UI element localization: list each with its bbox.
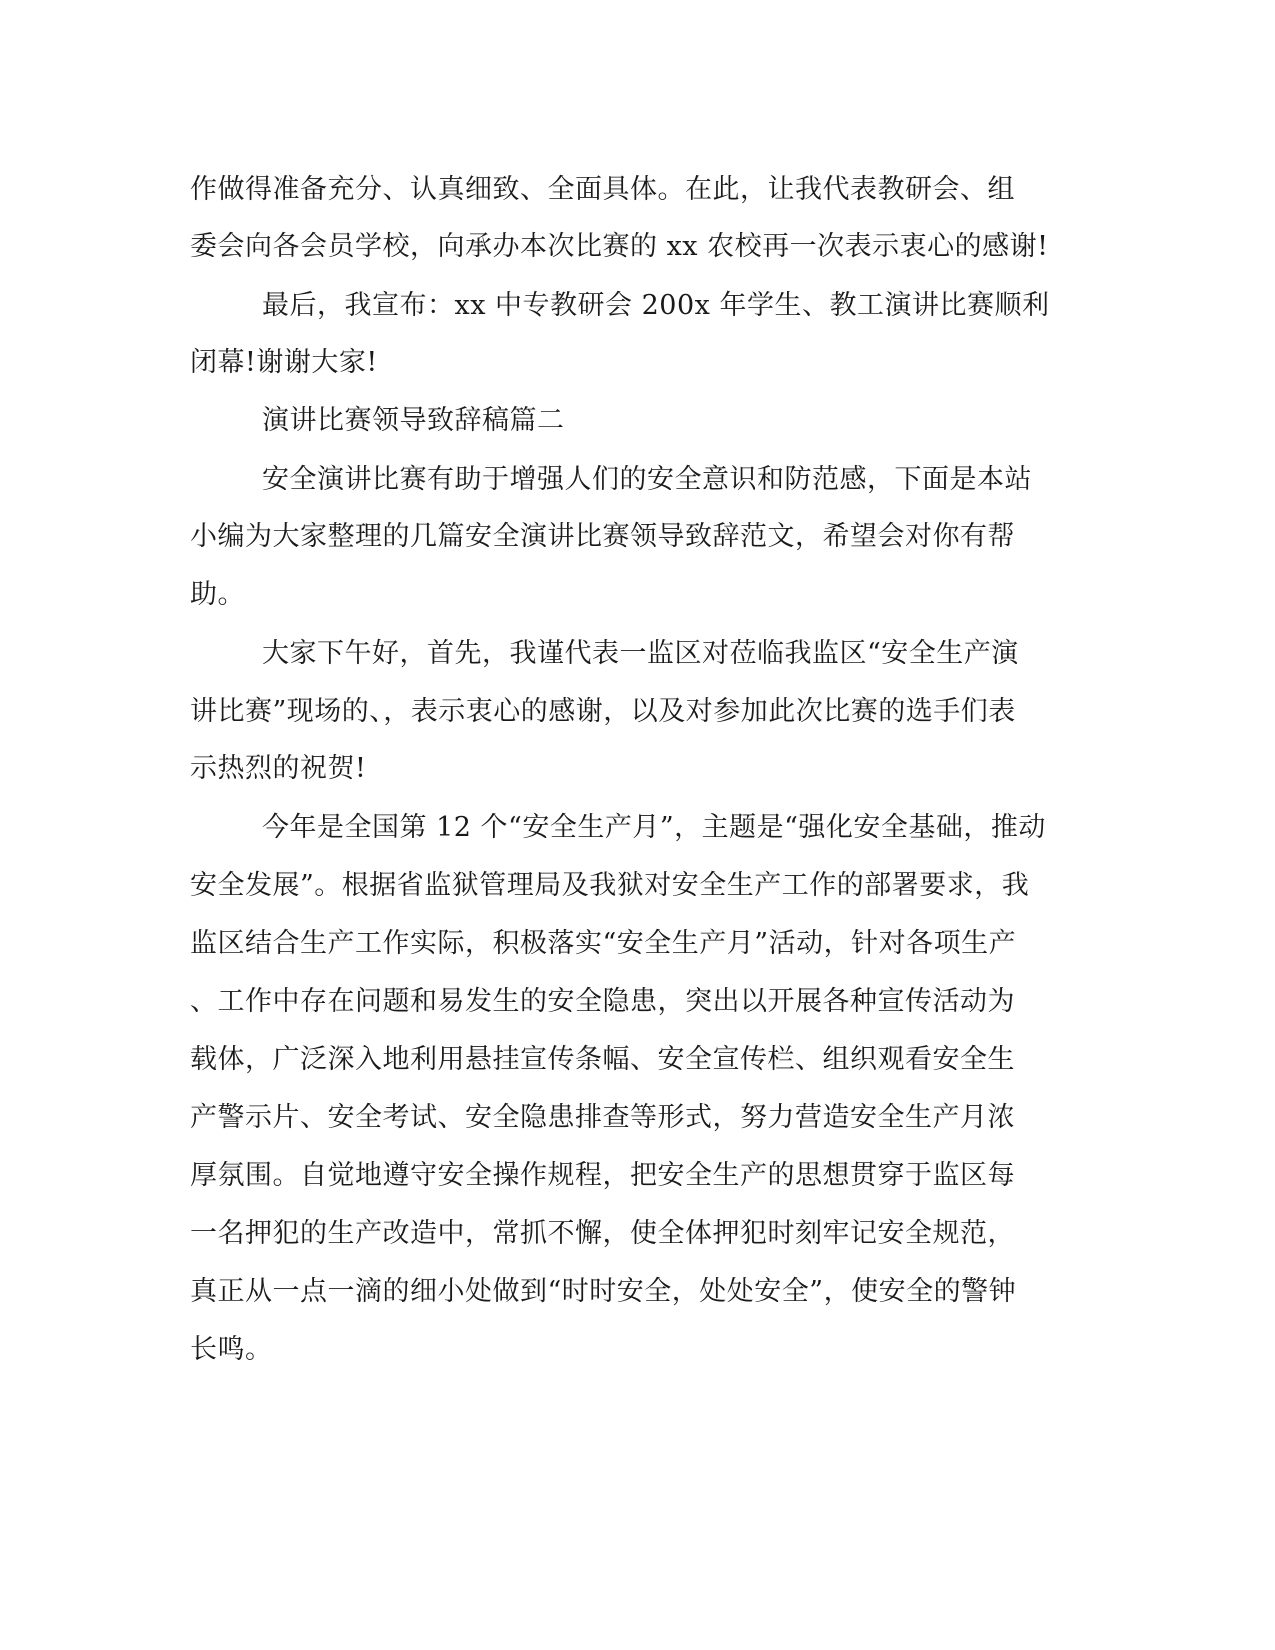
- text-line-13: 安全发展”。根据省监狱管理局及我狱对安全生产工作的部署要求，我: [190, 870, 1030, 901]
- text-line-19: 一名押犯的生产改造中，常抓不懈，使全体押犯时刻牢记安全规范，: [190, 1218, 1015, 1249]
- text-line-4: 闭幕!谢谢大家!: [190, 347, 378, 378]
- text-line-17: 产警示片、安全考试、安全隐患排查等形式，努力营造安全生产月浓: [190, 1102, 1015, 1133]
- text-line-16: 载体，广泛深入地利用悬挂宣传条幅、安全宣传栏、组织观看安全生: [190, 1044, 1015, 1075]
- text-line-6: 安全演讲比赛有助于增强人们的安全意识和防范感，下面是本站: [262, 464, 1032, 495]
- text-line-2: 委会向各会员学校，向承办本次比赛的 xx 农校再一次表示衷心的感谢!: [190, 231, 1049, 262]
- text-line-8: 助。: [190, 579, 245, 610]
- text-line-20: 真正从一点一滴的细小处做到“时时安全，处处安全”，使安全的警钟: [190, 1276, 1017, 1307]
- text-line-7: 小编为大家整理的几篇安全演讲比赛领导致辞范文，希望会对你有帮: [190, 521, 1015, 552]
- text-line-11: 示热烈的祝贺!: [190, 753, 367, 784]
- text-line-18: 厚氛围。自觉地遵守安全操作规程，把安全生产的思想贯穿于监区每: [190, 1160, 1015, 1191]
- section-heading: 演讲比赛领导致辞稿篇二: [262, 405, 565, 436]
- text-line-14: 监区结合生产工作实际，积极落实“安全生产月”活动，针对各项生产: [190, 928, 1017, 959]
- text-line-21: 长鸣。: [190, 1334, 273, 1365]
- text-line-3: 最后，我宣布：xx 中专教研会 200x 年学生、教工演讲比赛顺利: [262, 290, 1050, 321]
- text-line-15: 、工作中存在问题和易发生的安全隐患，突出以开展各种宣传活动为: [190, 986, 1015, 1017]
- text-line-12: 今年是全国第 12 个“安全生产月”，主题是“强化安全基础，推动: [262, 812, 1046, 843]
- text-line-10: 讲比赛”现场的、，表示衷心的感谢，以及对参加此次比赛的选手们表: [190, 696, 1016, 727]
- text-line-1: 作做得准备充分、认真细致、全面具体。在此，让我代表教研会、组: [190, 174, 1015, 205]
- text-line-9: 大家下午好，首先，我谨代表一监区对莅临我监区“安全生产演: [262, 638, 1019, 669]
